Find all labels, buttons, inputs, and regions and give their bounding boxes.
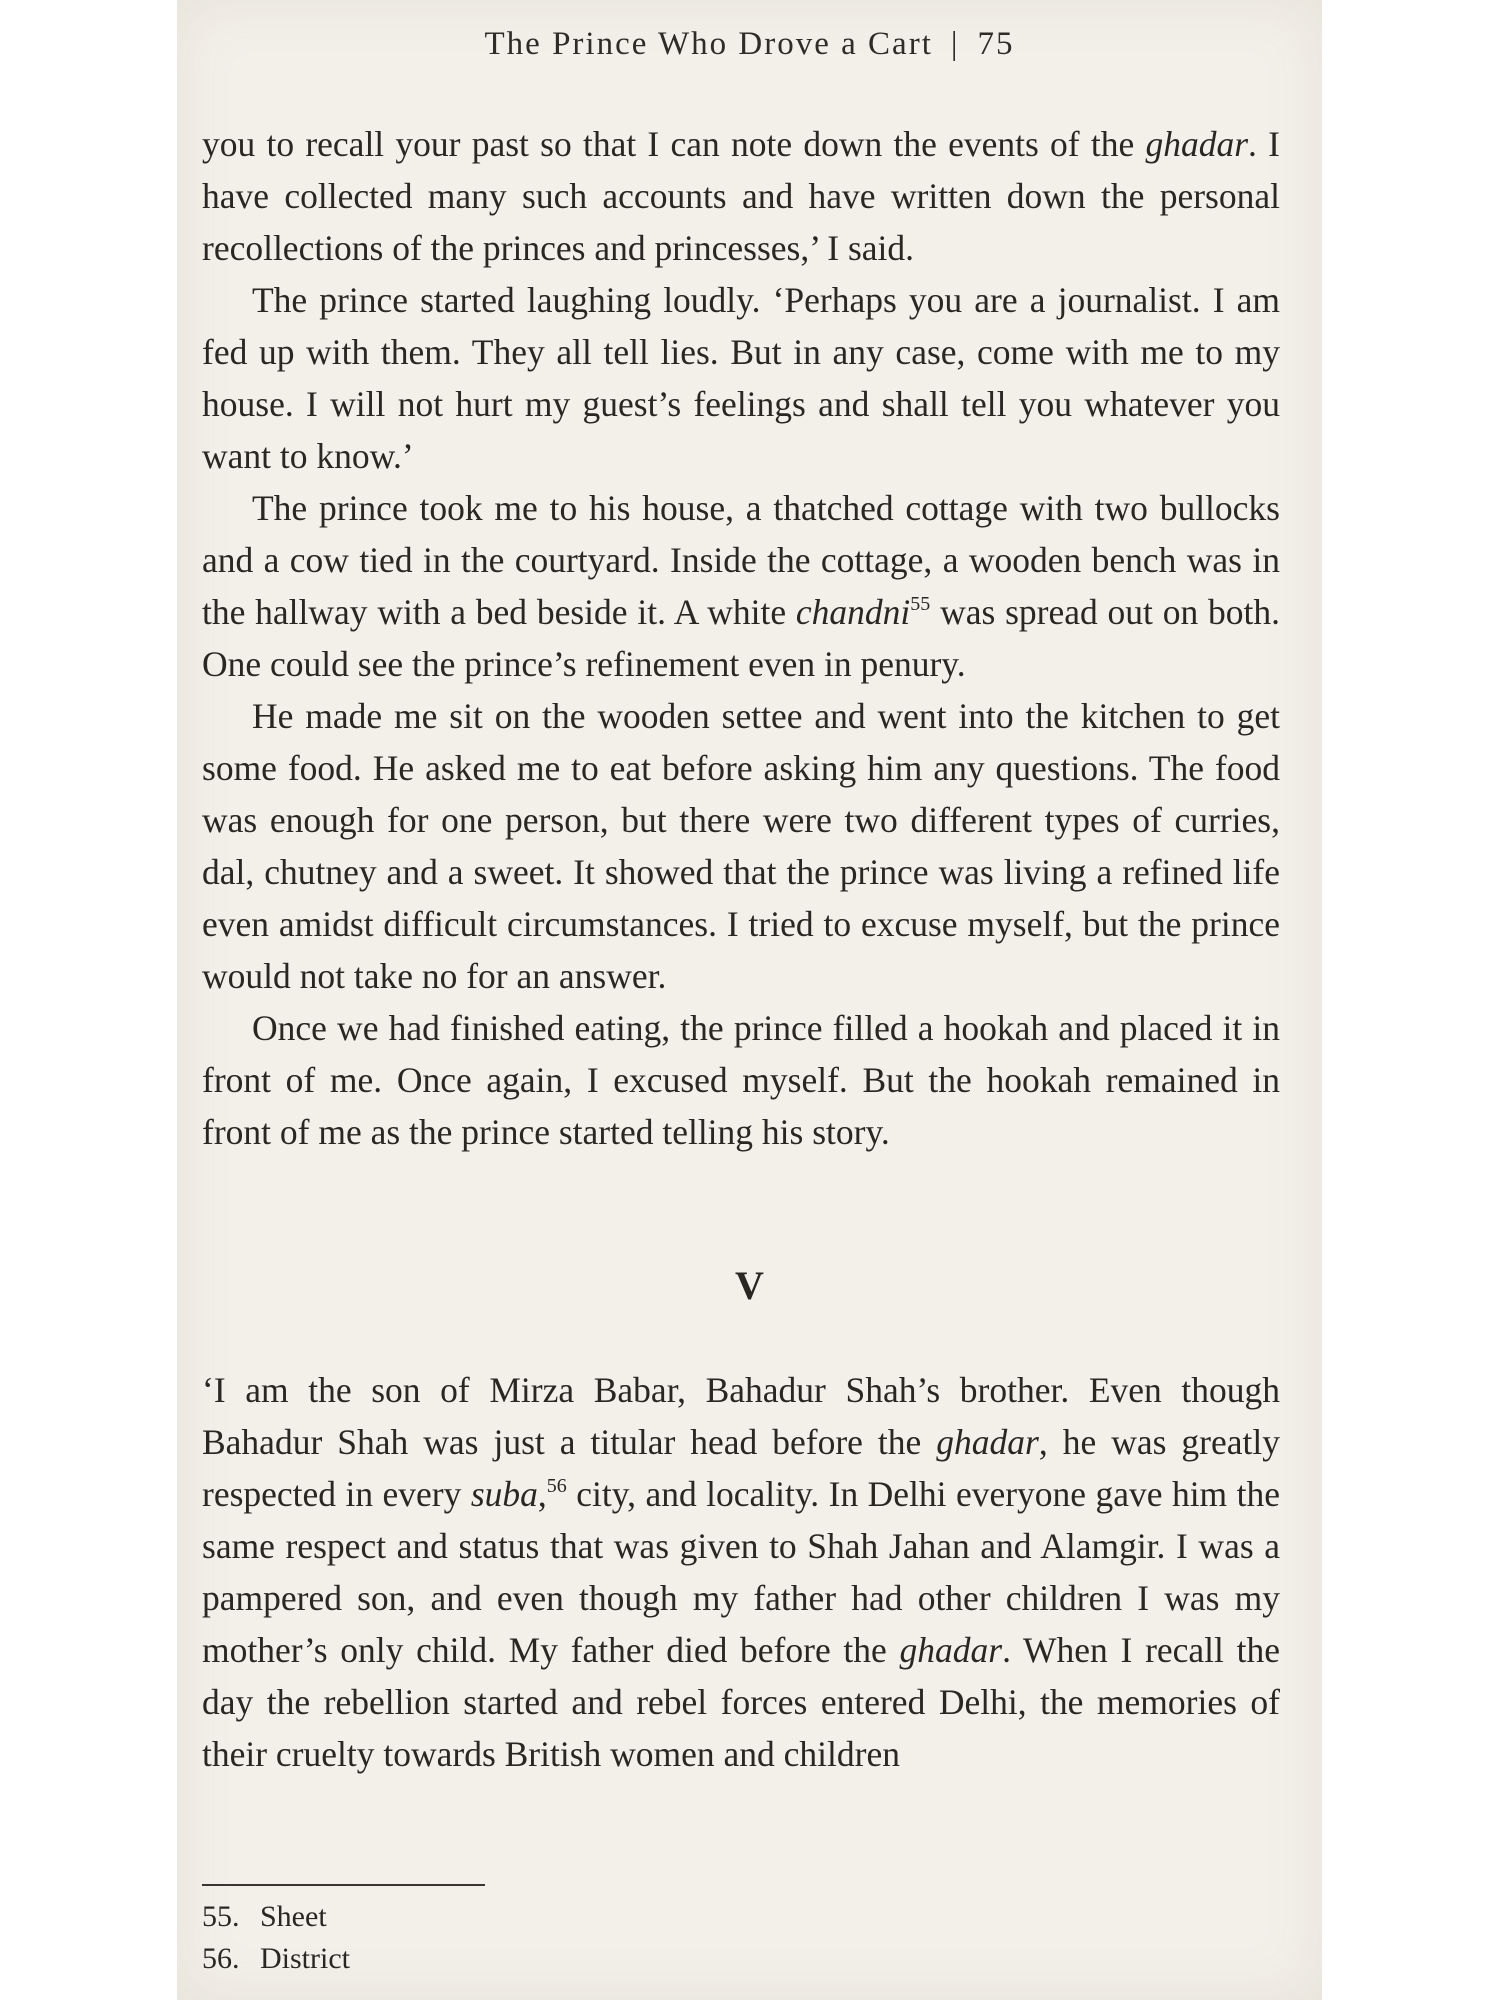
italic-term: ghadar xyxy=(1145,124,1249,164)
italic-term: suba xyxy=(470,1474,538,1514)
paragraph: The prince took me to his house, a thatched cottage with two bullocks and a cow tied in the courtyard. Inside the cottage, a wooden bench was in the hallway with a bed beside it. A white chandni$^{55}$ was spread out on both. One could see the prince’s refinement even in penury. xyxy=(202,488,1280,684)
header-separator: | xyxy=(950,26,960,62)
paragraph: ‘I am the son of Mirza Babar, Bahadur Shah’s brother. Even though Bahadur Shah was just a titular head before the ghadar, he was greatly respected in every suba,$^{56}$ city, and locality. In Delhi everyone gave him the same respect and status that was given to Shah Jahan and Alamgir. I was a pampered son, and even though my father had other children I was my mother’s only child. My father died before the ghadar. When I recall the day the rebellion started and rebel forces entered Delhi, the memories of their cruelty towards British women and children xyxy=(202,1370,1280,1774)
footnote-text: Sheet xyxy=(260,1900,327,1933)
body-text xyxy=(202,118,1280,1158)
footnote-text: District xyxy=(260,1942,350,1975)
footnote-number: 55. xyxy=(202,1900,240,1933)
header-title: The Prince Who Drove a Cart xyxy=(484,26,933,62)
paragraph: He made me sit on the wooden settee and went into the kitchen to get some food. He asked me to eat before asking him any questions. The food was enough for one person, but there were two different types of curries, dal, chutney and a sweet. It showed that the prince was living a refined life even amidst difficult circumstances. I tried to excuse myself, but the prince would not take no for an answer. xyxy=(202,696,1280,996)
paragraph: you to recall your past so that I can note down the events of the ghadar. I have collected many such accounts and have written down the personal recollections of the princes and princesses,’ I said. xyxy=(202,124,1280,268)
italic-term: ghadar xyxy=(936,1422,1039,1462)
running-header xyxy=(177,26,1322,63)
footnote xyxy=(202,1896,802,1938)
footnote-rule xyxy=(202,1884,485,1886)
paragraph: The prince started laughing loudly. ‘Perhaps you are a journalist. I am fed up with them. They all tell lies. But in any case, come with me to my house. I will not hurt my guest’s feelings and shall tell you whatever you want to know.’ xyxy=(202,280,1280,476)
paragraph: Once we had finished eating, the prince filled a hookah and placed it in front of me. Once again, I excused myself. But the hookah remained in front of me as the prince started telling his story. xyxy=(202,1008,1280,1152)
book-page xyxy=(177,0,1322,2000)
body-text-section xyxy=(202,1364,1280,1780)
footnotes xyxy=(202,1896,802,1980)
page-number: 75 xyxy=(977,26,1015,62)
footnote xyxy=(202,1938,802,1980)
italic-term: ghadar xyxy=(899,1630,1003,1670)
footnote-ref: 56 xyxy=(546,1475,567,1497)
footnote-number: 56. xyxy=(202,1942,240,1975)
italic-term: chandni xyxy=(795,592,911,632)
footnote-ref: 55 xyxy=(910,593,931,615)
section-heading: V xyxy=(735,1263,764,1308)
